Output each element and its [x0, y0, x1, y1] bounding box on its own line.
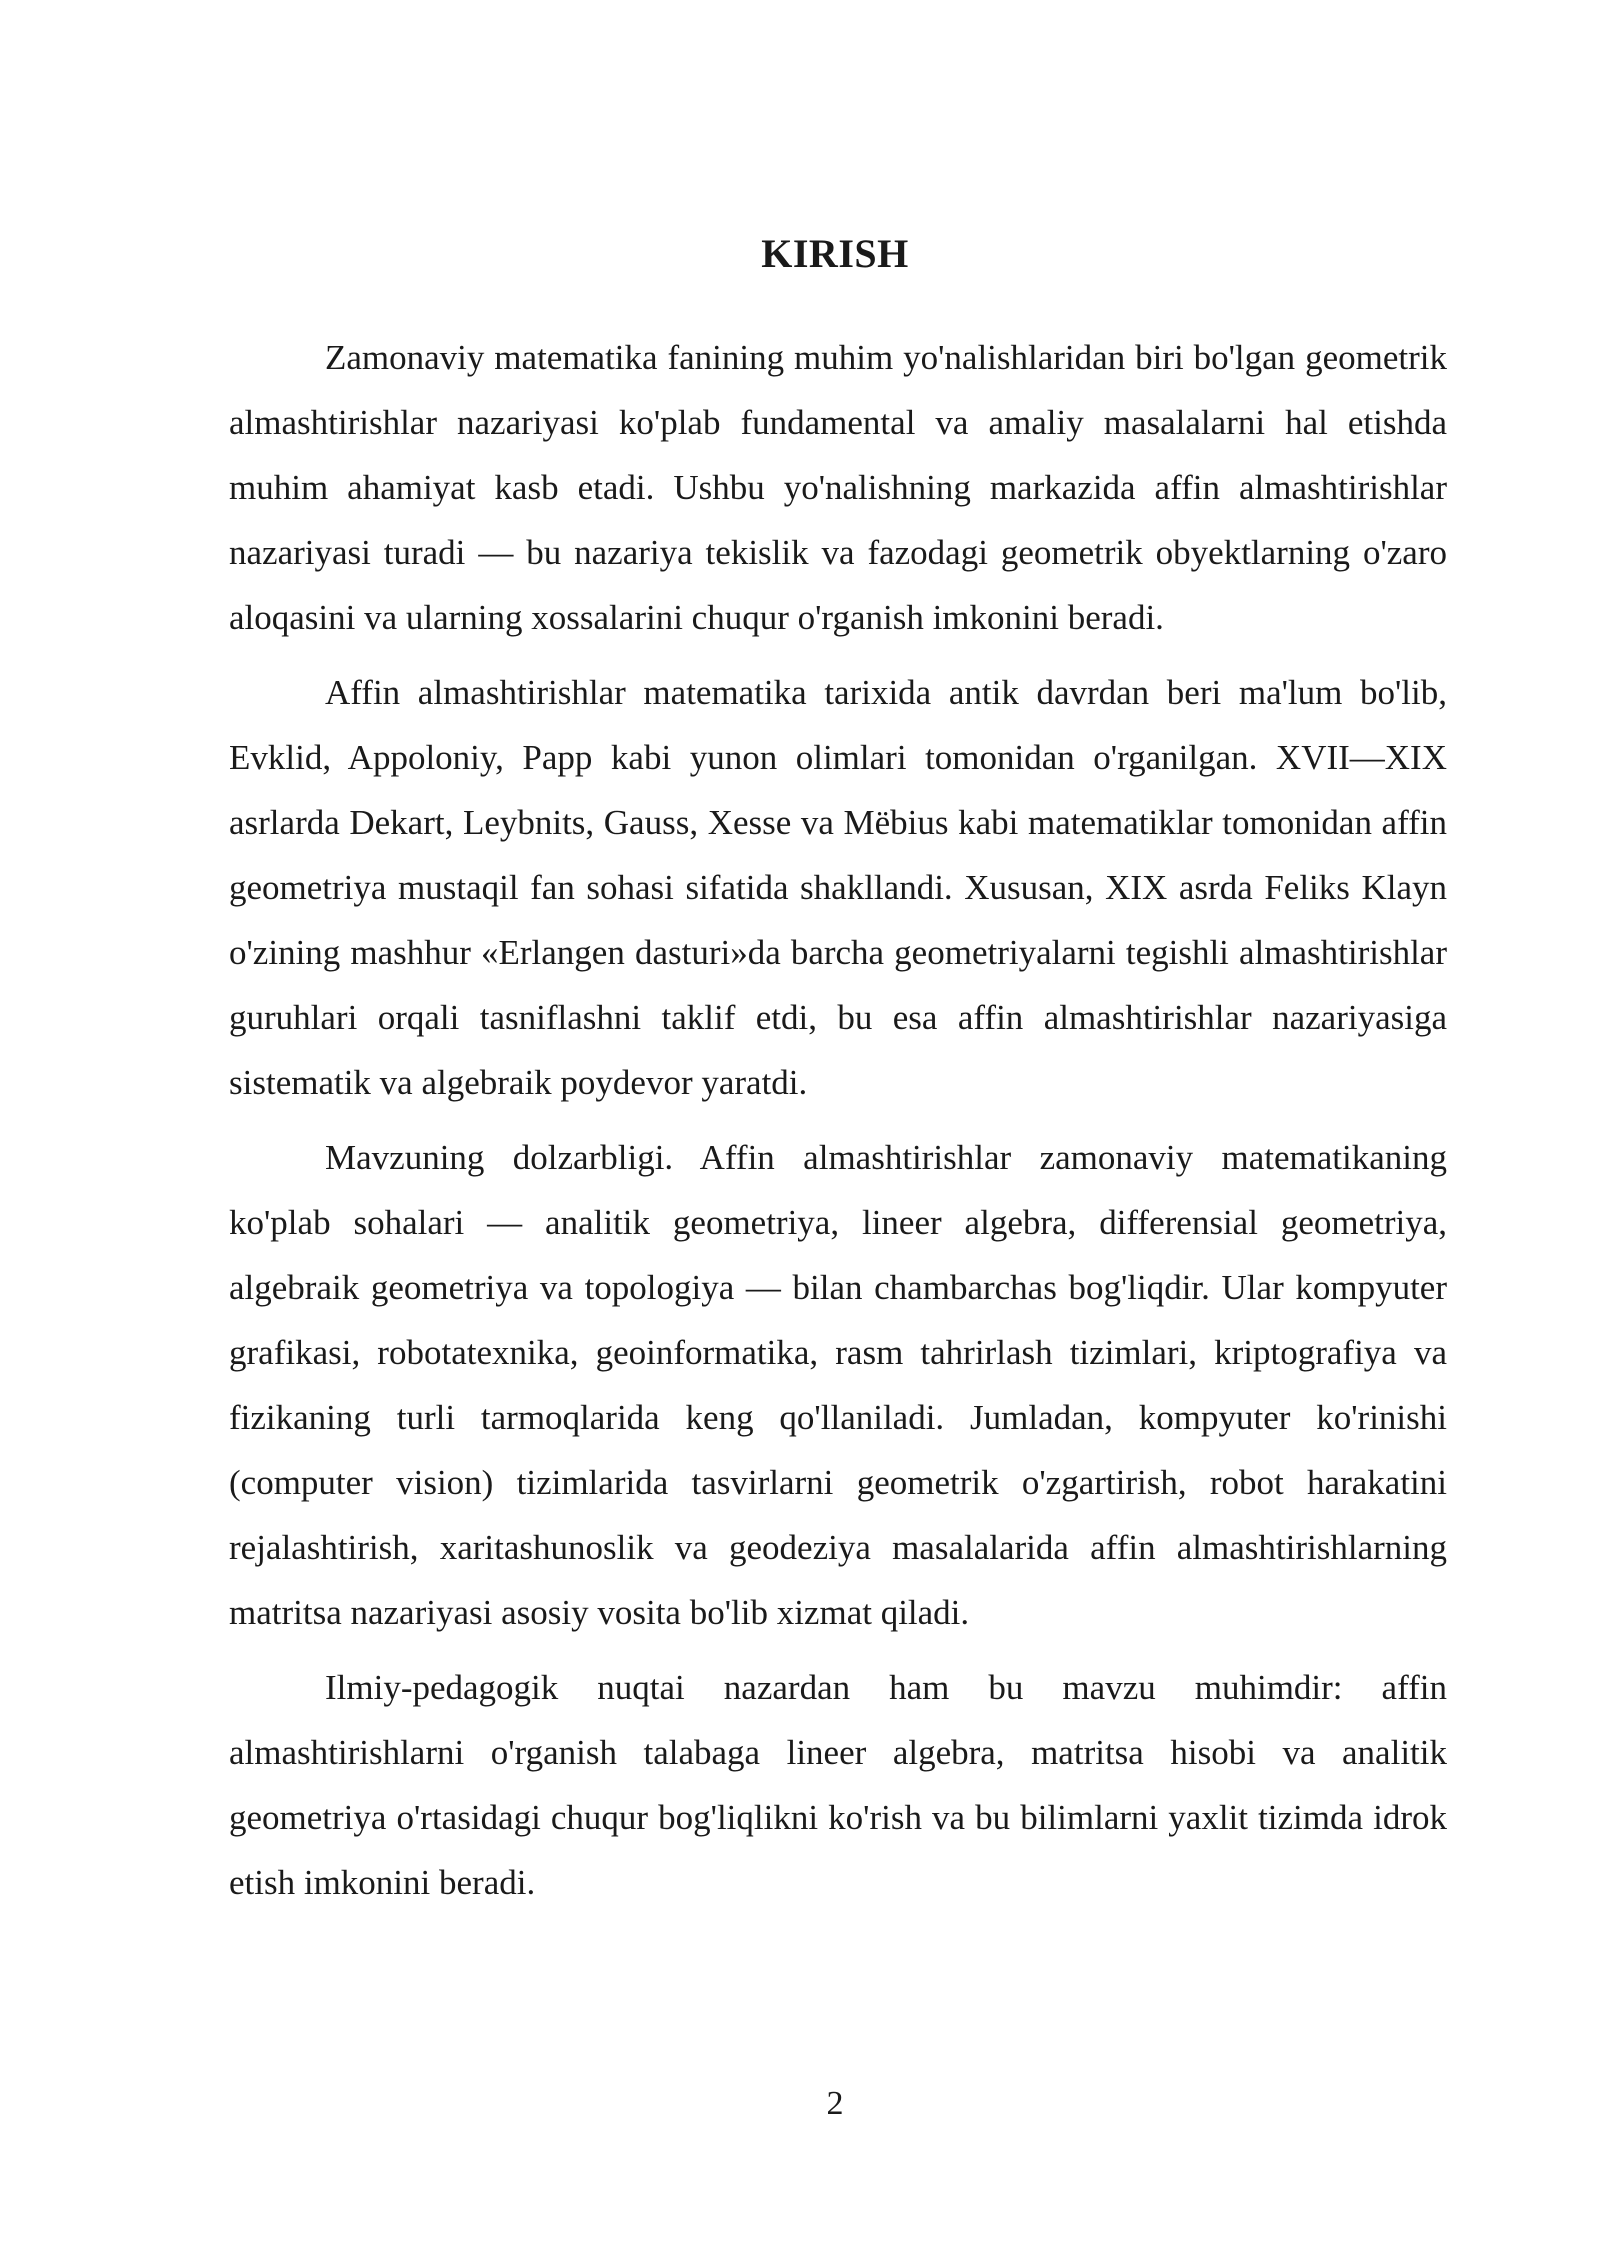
page-number: 2: [826, 2085, 844, 2122]
page-title: KIRISH: [761, 231, 909, 276]
body-text: [229, 325, 1447, 1925]
paragraph-pedagogy: Ilmiy-pedagogik nuqtai nazardan ham bu mavzu muhimdir: affin almashtirishlarni o'rganish talabaga lineer algebra, matritsa hisobi va analitik geometriya o'rtasidagi chuqur bog'liqlikni ko'rish va bu bilimlarni yaxlit tizimda idrok etish imkonini beradi.: [229, 1668, 1447, 1902]
paragraph-history: Affin almashtirishlar matematika tarixida antik davrdan beri ma'lum bo'lib, Evklid, Appoloniy, Papp kabi yunon olimlari tomonidan o'rganilgan. XVII—XIX asrlarda Dekart, Leybnits, Gauss, Xesse va Mëbius kabi matematiklar tomonidan affin geometriya mustaqil fan sohasi sifatida shakllandi. Xususan, XIX asrda Feliks Klayn o'zining mashhur «Erlangen dasturi»da barcha geometriyalarni tegishli almashtirishlar guruhlari orqali tasniflashni taklif etdi, bu esa affin almashtirishlar nazariyasiga sistematik va algebraik poydevor yaratdi.: [229, 673, 1447, 1102]
paragraph-relevance: Mavzuning dolzarbligi. Affin almashtirishlar zamonaviy matematikaning ko'plab sohalari — analitik geometriya, lineer algebra, differensial geometriya, algebraik geometriya va topologiya — bilan chambarchas bog'liqdir. Ular kompyuter grafikasi, robotatexnika, geoinformatika, rasm tahrirlash tizimlari, kriptografiya va fizikaning turli tarmoqlarida keng qo'llaniladi. Jumladan, kompyuter ko'rinishi (computer vision) tizimlarida tasvirlarni geometrik o'zgartirish, robot harakatini rejalashtirish, xaritashunoslik va geodeziya masalalarida affin almashtirishlarning matritsa nazariyasi asosiy vosita bo'lib xizmat qiladi.: [229, 1138, 1447, 1632]
paragraph-intro: Zamonaviy matematika fanining muhim yo'nalishlaridan biri bo'lgan geometrik almashtirishlar nazariyasi ko'plab fundamental va amaliy masalalarni hal etishda muhim ahamiyat kasb etadi. Ushbu yo'nalishning markazida affin almashtirishlar nazariyasi turadi — bu nazariya tekislik va fazodagi geometrik obyektlarning o'zaro aloqasini va ularning xossalarini chuqur o'rganish imkonini beradi.: [229, 338, 1447, 637]
